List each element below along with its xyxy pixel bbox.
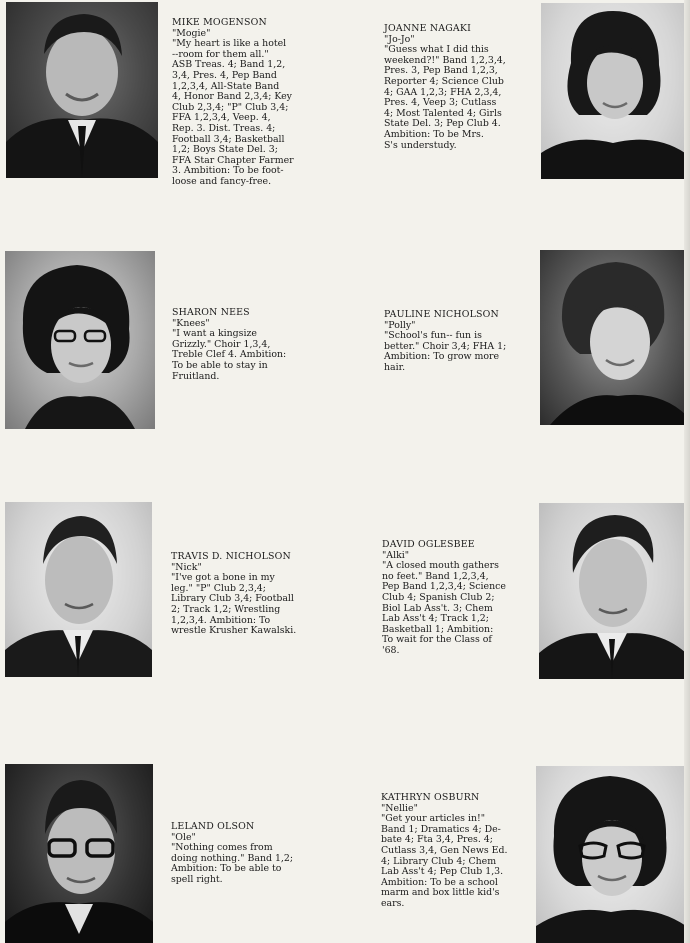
portrait-photo-leland <box>5 764 153 943</box>
portrait-photo-mike <box>6 2 158 178</box>
entry-pauline <box>384 310 534 374</box>
student-nickname: "Knees" <box>172 317 210 329</box>
student-nickname: "Mogie" <box>172 27 211 39</box>
student-name: DAVID OGLESBEE <box>382 539 475 550</box>
portrait-photo-david <box>539 503 686 679</box>
entry-joanne <box>384 24 534 151</box>
student-bio: "I've got a bone in my leg." "P" Club 2,3,4; Library Club 3,4; Football 2; Track 1,2; Wrestling 1,2,3,4. Ambition: To wrestle Krusher Kawalski. <box>171 572 297 637</box>
portrait-photo-sharon <box>5 251 155 429</box>
student-name: PAULINE NICHOLSON <box>384 309 499 320</box>
portrait-photo-joanne <box>541 3 685 179</box>
student-name: SHARON NEES <box>172 307 250 318</box>
portrait-pauline-illustration <box>540 250 686 425</box>
entry-sharon <box>172 308 322 382</box>
student-bio: "Guess what I did this weekend?!" Band 1,2,3,4, Pres. 3, Pep Band 1,2,3, Reporter 4; Science Club 4; GAA 1,2,3; FHA 2,3,4, Pres. 4, Veep 3; Cutlass 4; Most Talented 4; Girls State Del. 3; Pep Club 4. Ambition: To be Mrs. S's understudy. <box>384 44 506 151</box>
student-name: KATHRYN OSBURN <box>381 792 480 803</box>
portrait-photo-travis <box>5 502 152 677</box>
portrait-leland-illustration <box>5 764 153 943</box>
student-bio: "I want a kingsize Grizzly." Choir 1,3,4, Treble Clef 4. Ambition: To be able to stay in Fruitland. <box>172 328 287 382</box>
student-bio: "Get your articles in!" Band 1; Dramatics 4; De- bate 4; Fta 3,4, Pres. 4; Cutlass 3,4, Gen News Ed. 4; Library Club 4; Chem Lab Ass't 4; Pep Club 1,3. Ambition: To be a school marm and box little kid's ears. <box>381 813 508 909</box>
page-edge-shadow <box>684 0 690 943</box>
student-nickname: "Ole" <box>171 831 196 843</box>
student-bio: "School's fun-- fun is better." Choir 3,4; FHA 1; Ambition: To grow more hair. <box>384 330 507 373</box>
entry-kathryn <box>381 793 531 910</box>
portrait-mike-illustration <box>6 2 158 178</box>
student-bio: "My heart is like a hotel --room for them all." ASB Treas. 4; Band 1,2, 3,4, Pres. 4, Pep Band 1,2,3,4, All-State Band 4, Honor Band 2,3,4; Key Club 2,3,4; "P" Club 3,4; FFA 1,2,3,4, Veep. 4, Rep. 3. Dist. Treas. 4; Football 3,4; Basketball 1,2; Boys State Del. 3; FFA Star Chapter Farmer 3. Ambition: To be foot- loose and fancy-free. <box>172 38 294 187</box>
portrait-joanne-illustration <box>541 3 685 179</box>
portrait-travis-illustration <box>5 502 152 677</box>
student-name: TRAVIS D. NICHOLSON <box>171 551 291 562</box>
student-name: LELAND OLSON <box>171 821 255 832</box>
student-nickname: "Alki" <box>382 549 410 561</box>
portrait-david-illustration <box>539 503 686 679</box>
student-nickname: "Nick" <box>171 561 202 573</box>
student-nickname: "Jo-Jo" <box>384 33 415 45</box>
entry-mike <box>172 18 347 188</box>
entry-leland <box>171 822 331 886</box>
portrait-sharon-illustration <box>5 251 155 429</box>
portrait-photo-pauline <box>540 250 686 425</box>
portrait-photo-kathryn <box>536 766 686 943</box>
student-name: JOANNE NAGAKI <box>384 23 471 34</box>
student-bio: "Nothing comes from doing nothing." Band 1,2; Ambition: To be able to spell right. <box>171 842 294 885</box>
student-nickname: "Nellie" <box>381 802 418 814</box>
entry-travis <box>171 552 331 637</box>
student-bio: "A closed mouth gathers no feet." Band 1,2,3,4, Pep Band 1,2,3,4; Science Club 4; Spanish Club 2; Biol Lab Ass't. 3; Chem Lab Ass't 4; Track 1,2; Basketball 1; Ambition: To wait for the Class of '68. <box>382 560 506 656</box>
entry-david <box>382 540 532 657</box>
portrait-kathryn-illustration <box>536 766 686 943</box>
student-nickname: "Polly" <box>384 319 416 331</box>
student-name: MIKE MOGENSON <box>172 17 267 28</box>
